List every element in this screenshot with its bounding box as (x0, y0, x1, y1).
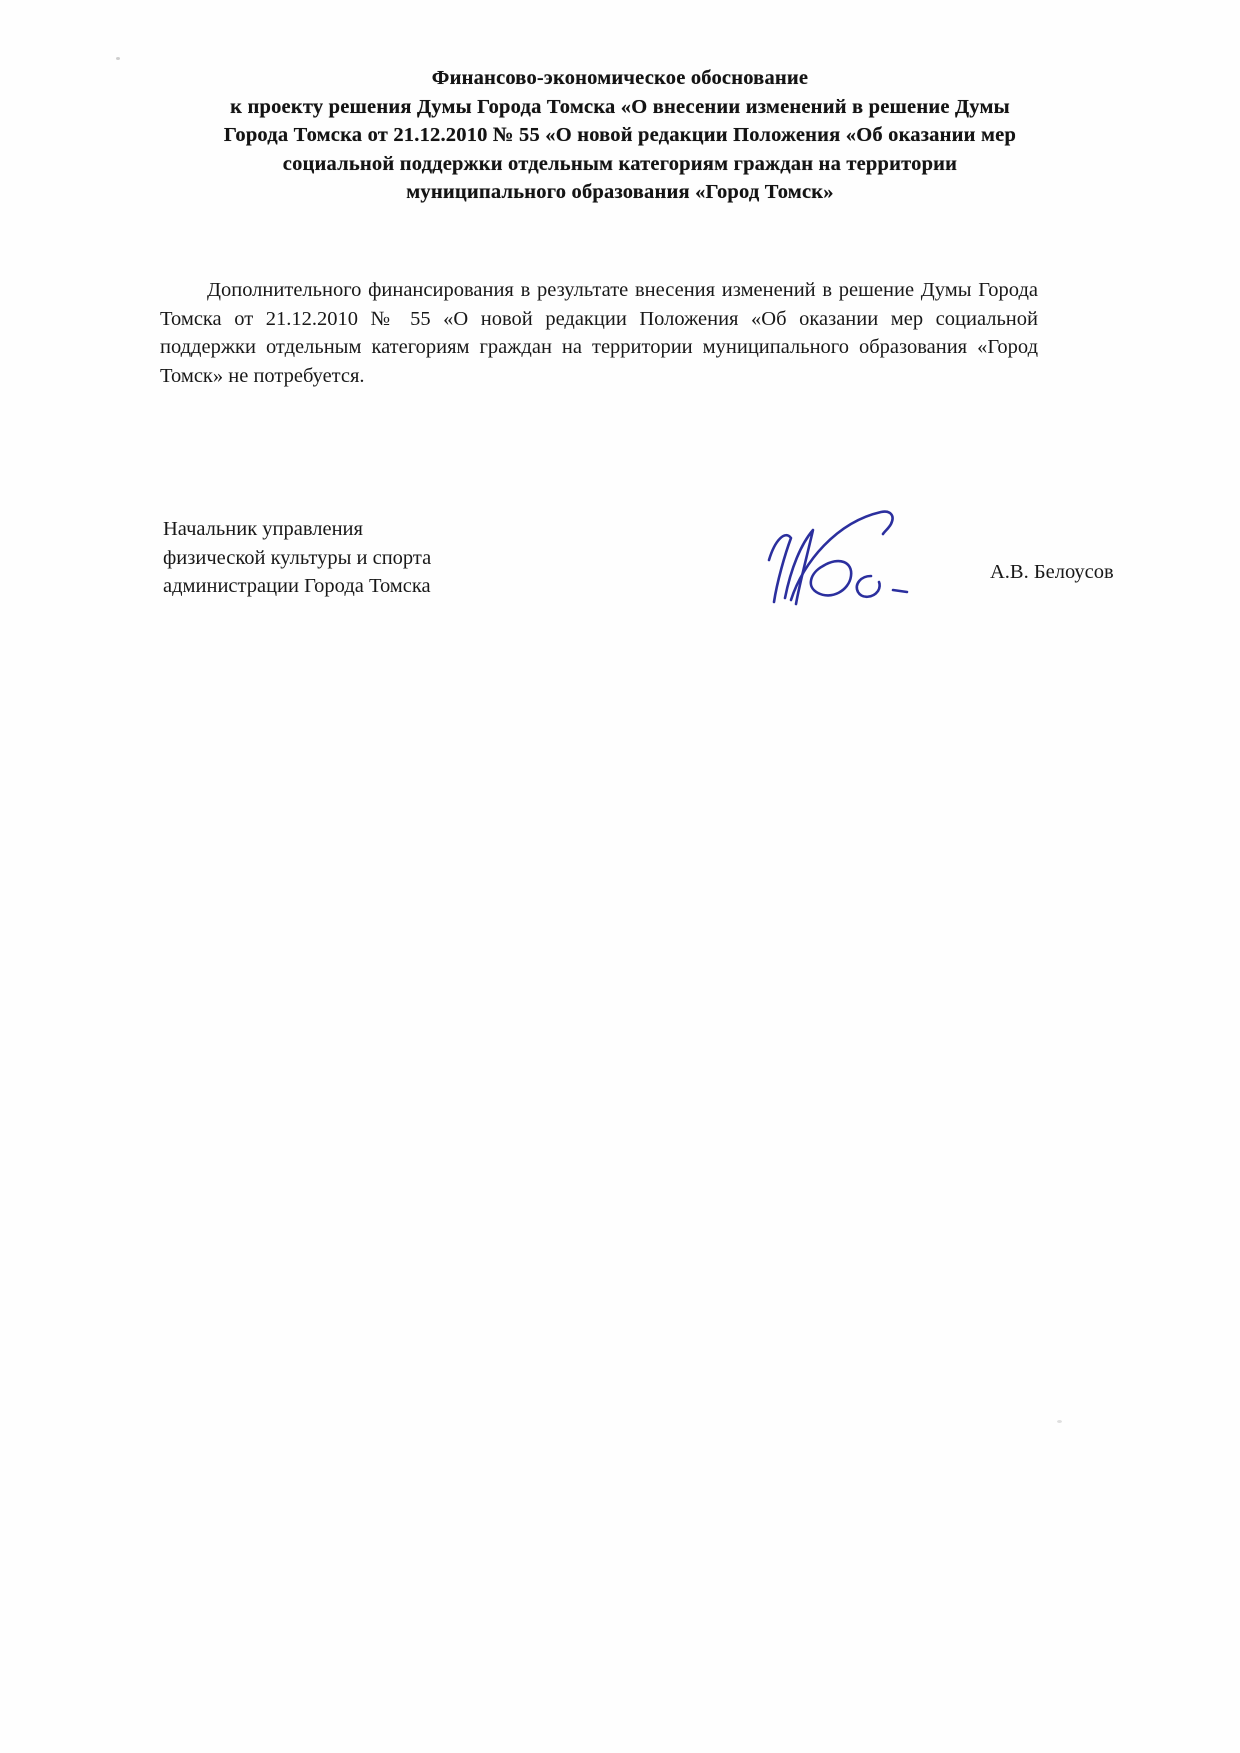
signer-name: А.В. Белоусов (990, 561, 1114, 583)
signer-position-line: администрации Города Томска (163, 575, 431, 598)
title-line: Города Томска от 21.12.2010 № 55 «О новой редакции Положения «Об оказании мер (223, 124, 1017, 146)
document-title (150, 64, 1090, 207)
signer-position-block (163, 515, 583, 601)
handwritten-signature (733, 496, 919, 612)
title-line: муниципального образования «Город Томск» (406, 181, 834, 203)
title-line: Финансово-экономическое обоснование (431, 67, 809, 89)
signature-ink-svg (733, 496, 919, 612)
signer-position-line: физической культуры и спорта (163, 546, 432, 569)
title-line: социальной поддержки отдельным категориям граждан на территории (282, 152, 958, 175)
title-line: к проекту решения Думы Города Томска «О внесении изменений в решение Думы (230, 95, 1010, 118)
signer-position-line: Начальник управления (163, 518, 363, 540)
scan-speck (1057, 1420, 1062, 1423)
body-paragraph: Дополнительного финансирования в результате внесения изменений в решение Думы Города Томска от 21.12.2010 № 55 «О новой редакции Положения «Об оказании мер социальной поддержки отдельным категориям граждан на территории муниципального образования «Город Томск» не потребуется. (160, 279, 1038, 387)
scan-speck (116, 57, 120, 60)
